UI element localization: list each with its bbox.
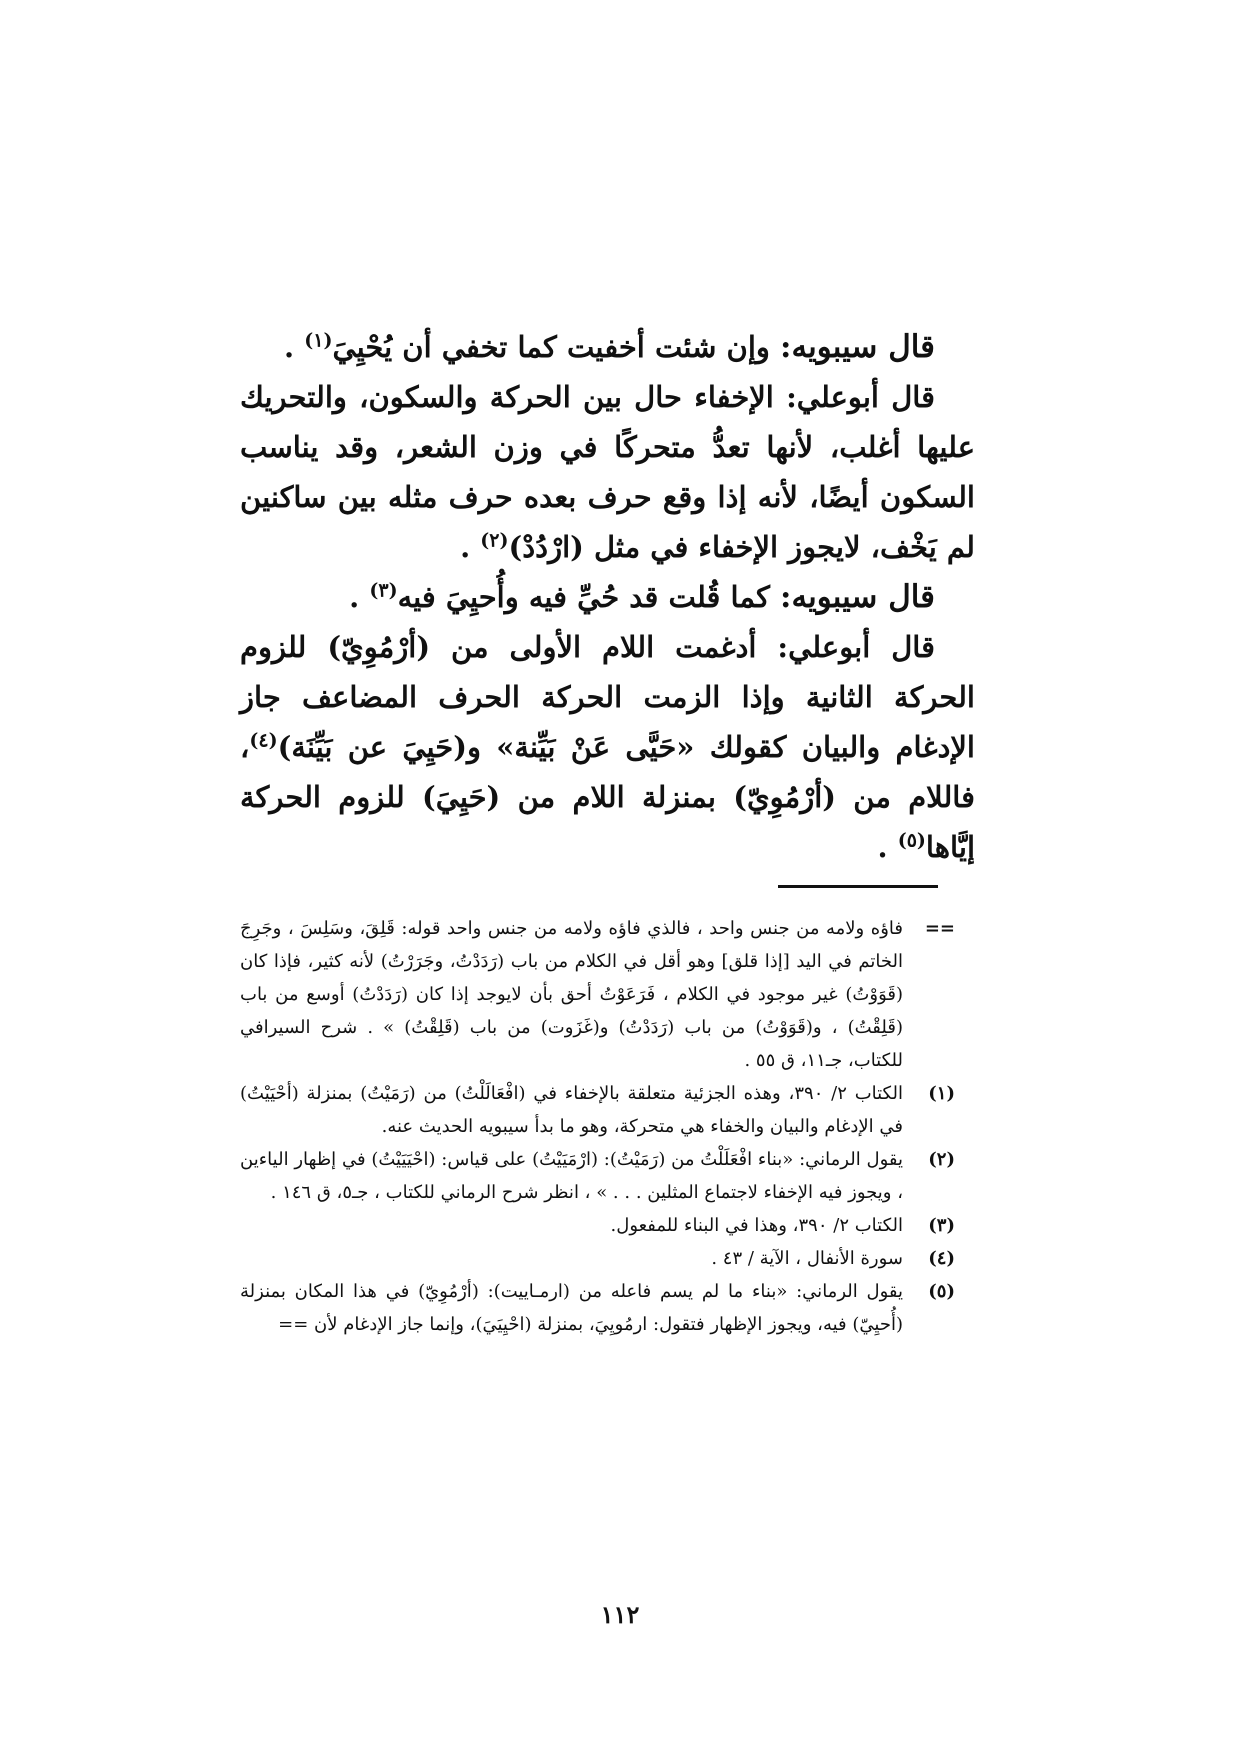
footnote-number: (٥) [928, 1281, 955, 1302]
paragraph-text: ، فاللام من (أرْمُوِيّ) بمنزلة اللام من (حَيِيَ) للزوم الحركة إيَّاها [240, 730, 975, 864]
footnote-mark: (٢) [480, 529, 509, 552]
paragraph-text: كما قُلت قد حُيِّ فيه وأُحيِيَ فيه [397, 580, 781, 614]
footnote-1 [240, 1077, 955, 1143]
footnote-text: سورة الأنفال ، الآية / ٤٣ . [711, 1248, 903, 1269]
footnote-continuation [240, 912, 955, 1077]
footnote-3 [240, 1209, 955, 1242]
footnote-mark: (١) [304, 329, 333, 352]
footnote-separator [778, 885, 938, 888]
paragraph-sibawayh-1 [240, 322, 975, 372]
speaker-label: قال سيبويه: [780, 329, 935, 365]
footnote-text: فاؤه ولامه من جنس واحد ، فالذي فاؤه ولامه من جنس واحد قوله: قَلِقَ، وسَلِسَ ، وجَرِجَ الخاتم في اليد [إذا قلق] وهو أقل في الكلام من باب (رَدَدْتُ، وجَرَرْتُ) لأنه كثير، فإذا كان (قَوَوْتُ) غير موجود في الكلام ، فَرَعَوْتُ أحق بأن لايوجد إذا كان (رَدَدْتُ) أوسع من باب (قَلِقْتُ) ، و(قَوَوْتُ) من باب (رَدَدْتُ) و(غَزَوت) من باب (قَلِقْتُ) » . شرح السيرافي للكتاب، جـ١١، ق ٥٥ . [240, 918, 903, 1071]
speaker-label: قال سيبويه: [780, 579, 935, 615]
footnote-number: (٣) [928, 1215, 955, 1236]
paragraph-sibawayh-2 [240, 572, 975, 622]
footnote-number: (١) [928, 1083, 955, 1104]
paragraph-end: . [349, 580, 370, 614]
paragraph-abu-ali-2 [240, 622, 975, 872]
footnote-2 [240, 1143, 955, 1209]
footnote-mark: (٥) [897, 829, 926, 852]
paragraph-abu-ali-1 [240, 372, 975, 572]
footnote-number: (٤) [928, 1248, 955, 1269]
paragraph-end: . [877, 830, 898, 864]
footnote-text: يقول الرماني: «بناء افْعَلَلْتُ من (رَمَيْتُ): (ارْمَيَيْتُ) على قياس: (احْيَيَيْتُ) في إظهار الياءين ، ويجوز فيه الإخفاء لاجتماع المثلين . . . » ، انظر شرح الرماني للكتاب ، جـ٥، ق ١٤٦ . [240, 1149, 903, 1203]
paragraph-text: قال أبوعلي: الإخفاء حال بين الحركة والسكون، والتحريك عليها أغلب، لأنها تعدُّ متحركًا في وزن الشعر، وقد يناسب السكون أيضًا، لأنه إذا وقع حرف بعده حرف مثله بين ساكنين لم يَخْف، لايجوز الإخفاء في مثل (ارْدُدْ) [240, 380, 975, 564]
paragraph-text: قال أبوعلي: أدغمت اللام الأولى من (أرْمُوِيّ) للزوم الحركة الثانية وإذا الزمت الحركة الحرف المضاعف جاز الإدغام والبيان كقولك «حَيَّى عَنْ بَيِّنة» و(حَيِيَ عن بَيِّنَة) [240, 630, 975, 764]
main-text [240, 322, 975, 872]
footnotes [240, 912, 955, 1341]
page-number: ١١٢ [600, 1600, 640, 1629]
paragraph-text: وإن شئت أخفيت كما تخفي أن يُحْيِيَ [332, 330, 781, 364]
footnote-mark: (٣) [369, 579, 398, 602]
footnote-text: الكتاب ٢/ ٣٩٠، وهذه الجزئية متعلقة بالإخفاء في (افْعَالَلْتُ) من (رَمَيْتُ) بمنزلة (أحْيَيْتُ) في الإدغام والبيان والخفاء هي متحركة، وهو ما بدأ سيبويه الحديث عنه. [240, 1083, 903, 1137]
footnote-5 [240, 1275, 955, 1341]
paragraph-end: . [284, 330, 305, 364]
footnote-4 [240, 1242, 955, 1275]
footnote-text: يقول الرماني: «بناء ما لم يسم فاعله من (ارمـاييت): (أرْمُوِيّ) في هذا المكان بمنزلة (أُحيِيّ) فيه، ويجوز الإظهار فتقول: ارمُويِيَ، بمنزلة (احْيِيَيَ)، وإنما جاز الإدغام لأن == [240, 1281, 903, 1335]
paragraph-end: . [460, 530, 481, 564]
footnote-text: الكتاب ٢/ ٣٩٠، وهذا في البناء للمفعول. [610, 1215, 903, 1236]
footnote-mark: (٤) [249, 729, 278, 752]
footnote-number: == [924, 918, 955, 939]
footnote-number: (٢) [928, 1149, 955, 1170]
